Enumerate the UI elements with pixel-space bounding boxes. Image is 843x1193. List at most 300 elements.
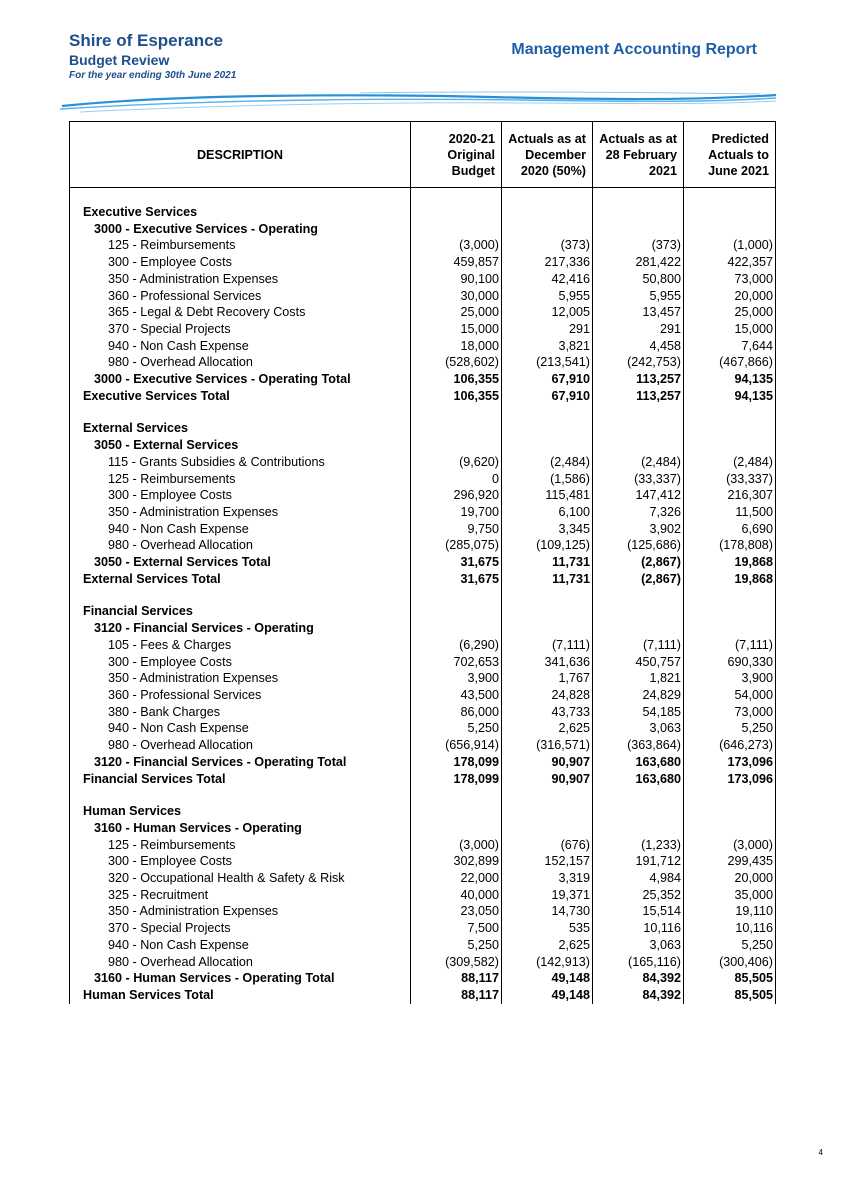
row-value: 152,157 — [502, 853, 593, 870]
row-value: 291 — [593, 321, 684, 338]
row-value: 73,000 — [684, 271, 776, 288]
row-value: (309,582) — [411, 954, 502, 971]
row-description: 320 - Occupational Health & Safety & Risk — [70, 870, 411, 887]
row-value: 302,899 — [411, 853, 502, 870]
row-description: 980 - Overhead Allocation — [70, 954, 411, 971]
row-value — [684, 603, 776, 620]
table-row — [70, 803, 776, 820]
row-description: 940 - Non Cash Expense — [70, 521, 411, 538]
row-description: 940 - Non Cash Expense — [70, 338, 411, 355]
row-value — [684, 221, 776, 238]
row-value — [684, 437, 776, 454]
row-value: (1,000) — [684, 237, 776, 254]
row-description — [70, 404, 411, 420]
row-value: 5,955 — [593, 288, 684, 305]
row-value: 113,257 — [593, 388, 684, 405]
table-row — [70, 987, 776, 1004]
row-value: (1,586) — [502, 471, 593, 488]
row-description: 350 - Administration Expenses — [70, 670, 411, 687]
row-value — [411, 204, 502, 221]
row-value: 115,481 — [502, 487, 593, 504]
table-row — [70, 471, 776, 488]
row-value: 49,148 — [502, 970, 593, 987]
row-value: (9,620) — [411, 454, 502, 471]
row-value: 25,352 — [593, 887, 684, 904]
row-value: (2,484) — [502, 454, 593, 471]
column-header-description: DESCRIPTION — [70, 122, 411, 188]
report-header — [69, 31, 236, 83]
row-value: 25,000 — [684, 304, 776, 321]
row-value: 24,829 — [593, 687, 684, 704]
row-value — [411, 188, 502, 205]
row-value: 31,675 — [411, 554, 502, 571]
row-value: 11,731 — [502, 554, 593, 571]
row-value: 7,644 — [684, 338, 776, 355]
row-value — [411, 620, 502, 637]
row-description: 980 - Overhead Allocation — [70, 737, 411, 754]
row-value: (109,125) — [502, 537, 593, 554]
table-row — [70, 837, 776, 854]
row-value: 9,750 — [411, 521, 502, 538]
row-value: 84,392 — [593, 970, 684, 987]
row-value: 30,000 — [411, 288, 502, 305]
row-value: 14,730 — [502, 903, 593, 920]
row-description: Executive Services Total — [70, 388, 411, 405]
row-value: 19,868 — [684, 554, 776, 571]
row-value — [502, 437, 593, 454]
row-value: 191,712 — [593, 853, 684, 870]
row-value — [593, 603, 684, 620]
table-row — [70, 853, 776, 870]
spacer-row — [70, 787, 776, 803]
table-row — [70, 521, 776, 538]
row-value — [593, 587, 684, 603]
row-value: 178,099 — [411, 754, 502, 771]
row-value: 67,910 — [502, 388, 593, 405]
table-row — [70, 271, 776, 288]
row-description: 115 - Grants Subsidies & Contributions — [70, 454, 411, 471]
row-value: 5,955 — [502, 288, 593, 305]
report-subtitle: Budget Review — [69, 52, 170, 68]
row-value: 296,920 — [411, 487, 502, 504]
row-description — [70, 188, 411, 205]
table-row — [70, 354, 776, 371]
row-value — [593, 420, 684, 437]
row-description: 3000 - Executive Services - Operating Total — [70, 371, 411, 388]
row-value: 50,800 — [593, 271, 684, 288]
row-description: 105 - Fees & Charges — [70, 637, 411, 654]
row-value: (373) — [593, 237, 684, 254]
row-description: 370 - Special Projects — [70, 321, 411, 338]
row-value: (528,602) — [411, 354, 502, 371]
row-value — [502, 603, 593, 620]
row-description: 980 - Overhead Allocation — [70, 354, 411, 371]
table-row — [70, 704, 776, 721]
row-value — [502, 188, 593, 205]
row-value: (467,866) — [684, 354, 776, 371]
row-value: 163,680 — [593, 754, 684, 771]
row-value — [593, 221, 684, 238]
row-value: 20,000 — [684, 288, 776, 305]
row-description: Financial Services Total — [70, 771, 411, 788]
row-value: 31,675 — [411, 571, 502, 588]
row-description: Financial Services — [70, 603, 411, 620]
row-description: 300 - Employee Costs — [70, 654, 411, 671]
row-value: 18,000 — [411, 338, 502, 355]
row-description: Executive Services — [70, 204, 411, 221]
row-description: 3000 - Executive Services - Operating — [70, 221, 411, 238]
row-value — [684, 404, 776, 420]
row-value: (2,867) — [593, 554, 684, 571]
row-value: 67,910 — [502, 371, 593, 388]
row-value: 341,636 — [502, 654, 593, 671]
row-value: 450,757 — [593, 654, 684, 671]
row-value: 23,050 — [411, 903, 502, 920]
row-value: (316,571) — [502, 737, 593, 754]
row-value: 173,096 — [684, 754, 776, 771]
table-row — [70, 204, 776, 221]
row-value: 3,319 — [502, 870, 593, 887]
row-value: 73,000 — [684, 704, 776, 721]
table-row — [70, 504, 776, 521]
row-value: 5,250 — [684, 937, 776, 954]
row-value: 3,821 — [502, 338, 593, 355]
table-row — [70, 870, 776, 887]
row-description: 940 - Non Cash Expense — [70, 720, 411, 737]
table-row — [70, 288, 776, 305]
table-row — [70, 454, 776, 471]
row-value: 19,700 — [411, 504, 502, 521]
row-value: 88,117 — [411, 987, 502, 1004]
row-description: 125 - Reimbursements — [70, 237, 411, 254]
row-value: 147,412 — [593, 487, 684, 504]
row-description: 940 - Non Cash Expense — [70, 937, 411, 954]
row-value: (178,808) — [684, 537, 776, 554]
row-value: 3,900 — [684, 670, 776, 687]
row-value — [684, 620, 776, 637]
row-value: 11,731 — [502, 571, 593, 588]
row-value: (676) — [502, 837, 593, 854]
table-row — [70, 388, 776, 405]
row-value: 3,345 — [502, 521, 593, 538]
row-description: 3120 - Financial Services - Operating Total — [70, 754, 411, 771]
row-value: (363,864) — [593, 737, 684, 754]
table-row — [70, 371, 776, 388]
table-row — [70, 571, 776, 588]
row-value: (165,116) — [593, 954, 684, 971]
row-value: 3,063 — [593, 937, 684, 954]
row-value: 15,000 — [411, 321, 502, 338]
row-value: (2,484) — [684, 454, 776, 471]
spacer-row — [70, 587, 776, 603]
row-value: 291 — [502, 321, 593, 338]
row-description: 350 - Administration Expenses — [70, 903, 411, 920]
row-value: (285,075) — [411, 537, 502, 554]
table-row — [70, 771, 776, 788]
row-value: 12,005 — [502, 304, 593, 321]
row-value: (373) — [502, 237, 593, 254]
spacer-row — [70, 404, 776, 420]
row-description: 3160 - Human Services - Operating Total — [70, 970, 411, 987]
row-value — [411, 221, 502, 238]
row-value: 702,653 — [411, 654, 502, 671]
row-value: 49,148 — [502, 987, 593, 1004]
row-value: 1,821 — [593, 670, 684, 687]
row-value — [411, 820, 502, 837]
row-value: (7,111) — [684, 637, 776, 654]
table-row — [70, 903, 776, 920]
table-row — [70, 637, 776, 654]
row-description: 370 - Special Projects — [70, 920, 411, 937]
table-row — [70, 603, 776, 620]
row-value: 10,116 — [684, 920, 776, 937]
row-description: 360 - Professional Services — [70, 687, 411, 704]
row-value: 3,900 — [411, 670, 502, 687]
report-title: Management Accounting Report — [511, 41, 757, 58]
table-row — [70, 537, 776, 554]
row-value: 94,135 — [684, 371, 776, 388]
row-value: 163,680 — [593, 771, 684, 788]
row-description: 3050 - External Services — [70, 437, 411, 454]
row-description: External Services Total — [70, 571, 411, 588]
row-value: 88,117 — [411, 970, 502, 987]
spacer-row — [70, 188, 776, 205]
row-value — [411, 420, 502, 437]
row-value: 84,392 — [593, 987, 684, 1004]
table-row — [70, 338, 776, 355]
row-value — [411, 437, 502, 454]
row-description: 3050 - External Services Total — [70, 554, 411, 571]
row-description: 125 - Reimbursements — [70, 471, 411, 488]
row-value: (7,111) — [502, 637, 593, 654]
row-value: 35,000 — [684, 887, 776, 904]
row-value: 459,857 — [411, 254, 502, 271]
row-value — [684, 420, 776, 437]
row-value: 5,250 — [684, 720, 776, 737]
row-value: 2,625 — [502, 937, 593, 954]
row-value — [593, 787, 684, 803]
row-value — [684, 787, 776, 803]
row-value: (2,867) — [593, 571, 684, 588]
row-value: 4,458 — [593, 338, 684, 355]
row-description: 325 - Recruitment — [70, 887, 411, 904]
table-row — [70, 254, 776, 271]
table-row — [70, 687, 776, 704]
row-value — [411, 587, 502, 603]
row-value: 54,185 — [593, 704, 684, 721]
row-value: 85,505 — [684, 970, 776, 987]
table-row — [70, 754, 776, 771]
table-row — [70, 487, 776, 504]
row-value: 90,100 — [411, 271, 502, 288]
row-value: (300,406) — [684, 954, 776, 971]
row-value: 4,984 — [593, 870, 684, 887]
row-value: (33,337) — [593, 471, 684, 488]
row-value — [502, 587, 593, 603]
table-row — [70, 420, 776, 437]
table-row — [70, 654, 776, 671]
row-value — [502, 620, 593, 637]
budget-review-table — [69, 121, 776, 1004]
row-value — [593, 204, 684, 221]
row-value — [684, 803, 776, 820]
row-value — [411, 787, 502, 803]
row-description: 3120 - Financial Services - Operating — [70, 620, 411, 637]
row-description: 350 - Administration Expenses — [70, 504, 411, 521]
table-row — [70, 620, 776, 637]
row-description: 300 - Employee Costs — [70, 487, 411, 504]
row-value: 43,733 — [502, 704, 593, 721]
row-value: 13,457 — [593, 304, 684, 321]
row-value: 1,767 — [502, 670, 593, 687]
table-row — [70, 304, 776, 321]
row-value: 216,307 — [684, 487, 776, 504]
table-row — [70, 737, 776, 754]
table-row — [70, 670, 776, 687]
row-value — [502, 787, 593, 803]
row-description: 3160 - Human Services - Operating — [70, 820, 411, 837]
row-value: 43,500 — [411, 687, 502, 704]
row-value: (2,484) — [593, 454, 684, 471]
row-value: (6,290) — [411, 637, 502, 654]
row-value: 25,000 — [411, 304, 502, 321]
row-description: 300 - Employee Costs — [70, 254, 411, 271]
table-body — [70, 188, 776, 1004]
row-value — [502, 204, 593, 221]
table-row — [70, 954, 776, 971]
row-value: (142,913) — [502, 954, 593, 971]
row-value: 422,357 — [684, 254, 776, 271]
row-value: (33,337) — [684, 471, 776, 488]
row-description — [70, 587, 411, 603]
row-value: 281,422 — [593, 254, 684, 271]
table-row — [70, 970, 776, 987]
table-row — [70, 720, 776, 737]
table-header-row — [70, 122, 776, 188]
row-value — [593, 803, 684, 820]
row-value: (3,000) — [411, 237, 502, 254]
row-value — [684, 820, 776, 837]
row-value: (7,111) — [593, 637, 684, 654]
row-value — [502, 803, 593, 820]
row-description: 980 - Overhead Allocation — [70, 537, 411, 554]
row-value — [502, 404, 593, 420]
row-value — [502, 221, 593, 238]
table-row — [70, 437, 776, 454]
row-value: 113,257 — [593, 371, 684, 388]
row-value: 5,250 — [411, 937, 502, 954]
row-value: (1,233) — [593, 837, 684, 854]
row-value: 2,625 — [502, 720, 593, 737]
row-value — [593, 437, 684, 454]
row-value: (646,273) — [684, 737, 776, 754]
column-header-predicted-actuals: Predicted Actuals to June 2021 — [684, 122, 776, 188]
row-value: 54,000 — [684, 687, 776, 704]
row-value — [593, 820, 684, 837]
row-value — [593, 188, 684, 205]
table-row — [70, 920, 776, 937]
report-period: For the year ending 30th June 2021 — [69, 70, 237, 81]
row-value: (213,541) — [502, 354, 593, 371]
row-description: 300 - Employee Costs — [70, 853, 411, 870]
row-value: 19,110 — [684, 903, 776, 920]
organisation-name: Shire of Esperance — [69, 31, 224, 50]
row-value: 19,868 — [684, 571, 776, 588]
row-value: 6,690 — [684, 521, 776, 538]
column-header-original-budget: 2020-21 Original Budget — [411, 122, 502, 188]
row-description: Human Services — [70, 803, 411, 820]
row-value: 0 — [411, 471, 502, 488]
row-value: 19,371 — [502, 887, 593, 904]
row-description: 380 - Bank Charges — [70, 704, 411, 721]
row-value: 90,907 — [502, 754, 593, 771]
row-value: 15,514 — [593, 903, 684, 920]
table-row — [70, 554, 776, 571]
row-value: (242,753) — [593, 354, 684, 371]
row-value: 178,099 — [411, 771, 502, 788]
column-header-actuals-february: Actuals as at 28 February 2021 — [593, 122, 684, 188]
row-description — [70, 787, 411, 803]
row-value: 42,416 — [502, 271, 593, 288]
row-value — [411, 803, 502, 820]
row-value: 94,135 — [684, 388, 776, 405]
row-value: 86,000 — [411, 704, 502, 721]
row-value — [411, 603, 502, 620]
row-value: 15,000 — [684, 321, 776, 338]
row-value — [684, 204, 776, 221]
column-header-actuals-december: Actuals as at December 2020 (50%) — [502, 122, 593, 188]
row-description: Human Services Total — [70, 987, 411, 1004]
header-swoosh-divider — [60, 88, 780, 114]
row-value: 3,902 — [593, 521, 684, 538]
row-value — [684, 587, 776, 603]
table-row — [70, 820, 776, 837]
row-value: 20,000 — [684, 870, 776, 887]
row-value: 7,500 — [411, 920, 502, 937]
row-description: External Services — [70, 420, 411, 437]
row-description: 365 - Legal & Debt Recovery Costs — [70, 304, 411, 321]
row-value: 106,355 — [411, 371, 502, 388]
table-row — [70, 221, 776, 238]
row-value: 22,000 — [411, 870, 502, 887]
table-row — [70, 321, 776, 338]
row-value: 40,000 — [411, 887, 502, 904]
row-value: 173,096 — [684, 771, 776, 788]
row-value — [411, 404, 502, 420]
table-row — [70, 937, 776, 954]
row-value: 217,336 — [502, 254, 593, 271]
row-value: (656,914) — [411, 737, 502, 754]
row-value — [502, 420, 593, 437]
row-value: 6,100 — [502, 504, 593, 521]
budget-table-wrapper — [69, 121, 775, 1004]
row-value: (3,000) — [411, 837, 502, 854]
row-value: (3,000) — [684, 837, 776, 854]
row-value: 690,330 — [684, 654, 776, 671]
row-value: (125,686) — [593, 537, 684, 554]
row-value — [684, 188, 776, 205]
row-value: 3,063 — [593, 720, 684, 737]
row-value: 85,505 — [684, 987, 776, 1004]
row-description: 360 - Professional Services — [70, 288, 411, 305]
row-value: 5,250 — [411, 720, 502, 737]
row-value: 299,435 — [684, 853, 776, 870]
row-value — [593, 620, 684, 637]
table-row — [70, 237, 776, 254]
page-number: 4 — [818, 1148, 823, 1157]
row-value: 11,500 — [684, 504, 776, 521]
row-value: 24,828 — [502, 687, 593, 704]
